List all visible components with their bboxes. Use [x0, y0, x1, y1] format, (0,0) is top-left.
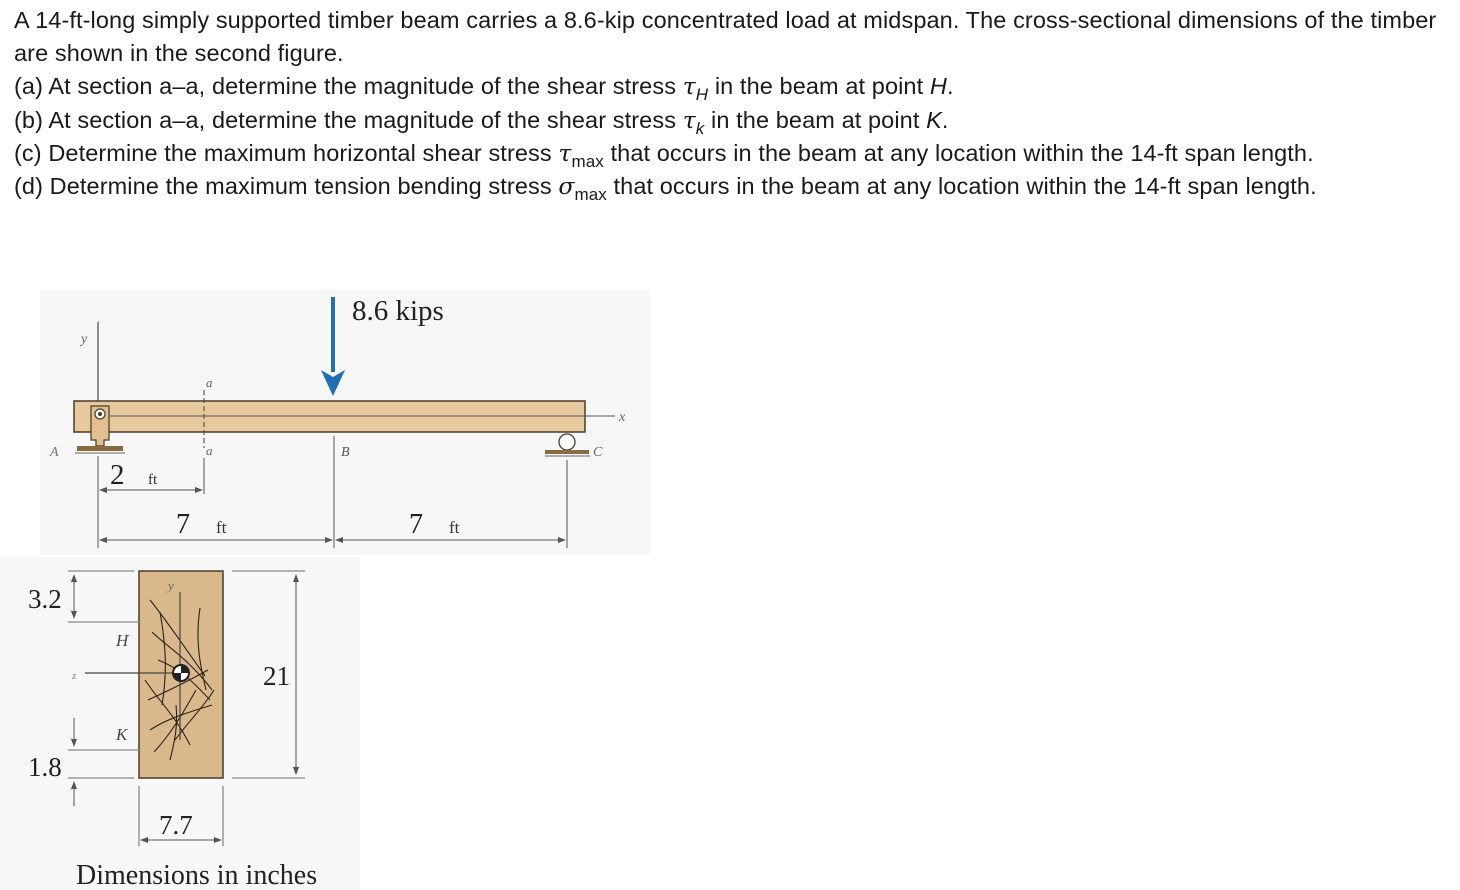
- section-label-bottom: a: [206, 443, 213, 458]
- point-h-label: H: [116, 631, 129, 650]
- point-h-ref: H: [929, 73, 947, 99]
- x-axis-label: x: [619, 410, 626, 425]
- dim-7ft-left-value: 7: [176, 509, 190, 540]
- part-a-end: .: [946, 73, 954, 99]
- point-k-ref: K: [926, 107, 942, 133]
- part-b-text: (b) At section a–a, determine the magnitude of the shear stress: [14, 107, 683, 133]
- point-c-label: C: [593, 445, 603, 460]
- point-k-label: K: [116, 725, 128, 744]
- problem-intro: A 14-ft-long simply supported timber beam carries a 8.6-kip concentrated load at midspan. The cross-sectional dimensions of the timber are shown in the second figure.: [14, 7, 1437, 66]
- dimensions-caption: Dimensions in inches: [76, 860, 318, 890]
- dim-7ft-right-unit: ft: [449, 518, 460, 537]
- part-d-text-2: that occurs in the beam at any location within the 14-ft span length.: [606, 172, 1317, 199]
- tau-h-subscript: H: [695, 85, 709, 104]
- dim-7ft-right-value: 7: [409, 509, 423, 540]
- tau-k-subscript: k: [695, 119, 705, 138]
- y-axis-label: y: [81, 332, 88, 347]
- dim-height-value: 21: [263, 661, 290, 691]
- part-a-text-2: in the beam at point: [708, 73, 930, 99]
- part-c-text: (c) Determine the maximum horizontal shear stress: [14, 140, 559, 166]
- dim-2ft-unit: ft: [148, 472, 158, 488]
- load-label: 8.6 kips: [352, 295, 444, 327]
- point-a-label: A: [50, 445, 59, 460]
- dim-top-value: 3.2: [28, 584, 62, 614]
- part-b-end: .: [941, 107, 949, 133]
- beam-figure: [40, 290, 650, 555]
- centroid-symbol: [173, 665, 189, 681]
- dim-7ft-left-unit: ft: [216, 518, 227, 537]
- section-y-label: y: [168, 578, 174, 593]
- part-a-text: (a) At section a–a, determine the magnitude of the shear stress: [14, 73, 683, 99]
- part-d-text: (d) Determine the maximum tension bending stress: [14, 172, 559, 199]
- point-b-label: B: [341, 445, 350, 460]
- tau-symbol: τ: [682, 106, 696, 134]
- cross-section-figure: [0, 556, 360, 890]
- section-label-top: a: [206, 375, 213, 390]
- tau-symbol: τ: [558, 139, 572, 167]
- sigma-symbol: σ: [558, 171, 575, 200]
- part-b-text-2: in the beam at point: [704, 107, 927, 133]
- tau-max-subscript: max: [571, 152, 604, 171]
- dim-bottom-value: 1.8: [28, 752, 62, 782]
- tau-symbol: τ: [682, 72, 696, 100]
- part-c-text-2: that occurs in the beam at any location within the 14-ft span length.: [603, 140, 1314, 166]
- section-z-label: z: [72, 670, 77, 682]
- dim-2ft-value: 2: [110, 459, 125, 491]
- sigma-max-subscript: max: [574, 184, 607, 204]
- dim-width-value: 7.7: [159, 810, 193, 840]
